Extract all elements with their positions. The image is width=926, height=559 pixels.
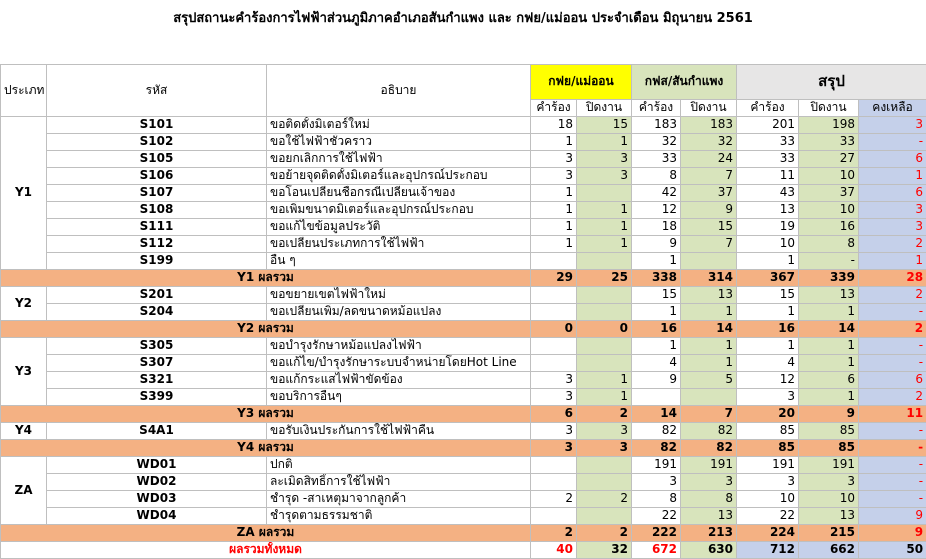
row-summary-done: 3	[799, 473, 859, 490]
row-summary-req: 12	[737, 371, 799, 388]
row-desc: ขอเปลี่ยนเพิ่ม/ลดขนาดหม้อแปลง	[267, 303, 531, 320]
row-summary-done: 37	[799, 184, 859, 201]
subtotal-maeon-done: 3	[577, 439, 632, 456]
row-maeon-done	[577, 303, 632, 320]
subtotal-summary-req: 224	[737, 524, 799, 541]
row-code: WD01	[47, 456, 267, 473]
row-maeon-req: 1	[531, 235, 577, 252]
row-maeon-req: 2	[531, 490, 577, 507]
table-row	[1, 235, 926, 252]
subtotal-sankamphaeng-done: 314	[681, 269, 737, 286]
row-summary-done: 13	[799, 286, 859, 303]
row-summary-done: 1	[799, 354, 859, 371]
row-summary-req: 10	[737, 490, 799, 507]
subtotal-row	[1, 524, 926, 541]
row-sankamphaeng-done: 1	[681, 303, 737, 320]
row-maeon-req	[531, 337, 577, 354]
subtotal-sankamphaeng-req: 222	[632, 524, 681, 541]
row-type: ZA	[1, 456, 47, 524]
row-maeon-done: 1	[577, 388, 632, 405]
row-desc: อื่น ๆ	[267, 252, 531, 269]
subtotal-summary-req: 85	[737, 439, 799, 456]
row-summary-done: 16	[799, 218, 859, 235]
row-maeon-req: 1	[531, 218, 577, 235]
grand-sankamphaeng-done: 630	[681, 541, 737, 558]
row-remain: 6	[859, 184, 926, 201]
row-type: Y3	[1, 337, 47, 405]
row-maeon-done: 1	[577, 371, 632, 388]
row-summary-req: 33	[737, 150, 799, 167]
row-maeon-req: 1	[531, 184, 577, 201]
grand-remain: 50	[859, 541, 926, 558]
subtotal-remain: 28	[859, 269, 926, 286]
row-remain: -	[859, 354, 926, 371]
row-maeon-done: 15	[577, 116, 632, 133]
subtotal-maeon-done: 2	[577, 524, 632, 541]
row-summary-done: 33	[799, 133, 859, 150]
subtotal-sankamphaeng-done: 14	[681, 320, 737, 337]
row-sankamphaeng-req: 8	[632, 167, 681, 184]
row-sankamphaeng-done: 9	[681, 201, 737, 218]
row-maeon-done	[577, 507, 632, 524]
subtotal-sankamphaeng-req: 16	[632, 320, 681, 337]
row-remain: 1	[859, 252, 926, 269]
table-row	[1, 303, 926, 320]
row-sankamphaeng-done: 82	[681, 422, 737, 439]
row-remain: 3	[859, 218, 926, 235]
row-maeon-req	[531, 286, 577, 303]
row-sankamphaeng-req: 9	[632, 235, 681, 252]
row-maeon-req: 3	[531, 371, 577, 388]
row-sankamphaeng-done: 1	[681, 354, 737, 371]
table-row	[1, 473, 926, 490]
header-remain: คงเหลือ	[859, 99, 926, 116]
subtotal-summary-done: 14	[799, 320, 859, 337]
table-row	[1, 422, 926, 439]
row-sankamphaeng-req: 1	[632, 337, 681, 354]
row-summary-req: 1	[737, 252, 799, 269]
row-code: S106	[47, 167, 267, 184]
header-desc: อธิบาย	[267, 64, 531, 116]
row-sankamphaeng-done: 15	[681, 218, 737, 235]
subtotal-remain: 11	[859, 405, 926, 422]
row-summary-req: 85	[737, 422, 799, 439]
subtotal-sankamphaeng-done: 213	[681, 524, 737, 541]
table-row	[1, 337, 926, 354]
subtotal-row	[1, 320, 926, 337]
subtotal-remain: 9	[859, 524, 926, 541]
row-summary-req: 10	[737, 235, 799, 252]
row-maeon-done: 3	[577, 150, 632, 167]
row-maeon-req	[531, 456, 577, 473]
row-desc: ขอเปลี่ยนประเภทการใช้ไฟฟ้า	[267, 235, 531, 252]
header-req-1: คำร้อง	[531, 99, 577, 116]
row-maeon-done: 1	[577, 133, 632, 150]
row-sankamphaeng-done: 5	[681, 371, 737, 388]
row-summary-done: 6	[799, 371, 859, 388]
row-summary-done: 198	[799, 116, 859, 133]
sheet-title: สรุปสถานะคำร้องการไฟฟ้าส่วนภูมิภาคอำเภอสันกำแพง และ กฟย/แม่ออน ประจำเดือน มิถุนายน 2561	[0, 0, 926, 38]
row-desc: ขอยกเลิกการใช้ไฟฟ้า	[267, 150, 531, 167]
subtotal-remain: 2	[859, 320, 926, 337]
row-desc: ขอบริการอื่นๆ	[267, 388, 531, 405]
row-maeon-done: 2	[577, 490, 632, 507]
row-type: Y4	[1, 422, 47, 439]
row-sankamphaeng-done: 3	[681, 473, 737, 490]
row-code: S199	[47, 252, 267, 269]
row-code: S108	[47, 201, 267, 218]
row-code: S305	[47, 337, 267, 354]
subtotal-row	[1, 405, 926, 422]
row-code: S201	[47, 286, 267, 303]
row-code: WD03	[47, 490, 267, 507]
row-remain: -	[859, 456, 926, 473]
row-desc: ขอย้ายจุดติดตั้งมิเตอร์และอุปกรณ์ประกอบ	[267, 167, 531, 184]
row-maeon-done	[577, 337, 632, 354]
subtotal-sankamphaeng-done: 82	[681, 439, 737, 456]
row-sankamphaeng-done	[681, 388, 737, 405]
row-maeon-done	[577, 354, 632, 371]
row-sankamphaeng-req: 33	[632, 150, 681, 167]
row-sankamphaeng-done: 1	[681, 337, 737, 354]
row-summary-req: 33	[737, 133, 799, 150]
subtotal-sankamphaeng-req: 82	[632, 439, 681, 456]
row-sankamphaeng-done: 13	[681, 507, 737, 524]
row-sankamphaeng-req: 12	[632, 201, 681, 218]
row-sankamphaeng-done: 37	[681, 184, 737, 201]
row-maeon-req: 1	[531, 201, 577, 218]
header-group-summary: สรุป	[737, 64, 926, 99]
row-summary-done: -	[799, 252, 859, 269]
header-type: ประเภท	[1, 64, 47, 116]
row-desc: ขอแก้กระแสไฟฟ้าขัดข้อง	[267, 371, 531, 388]
row-type: Y1	[1, 116, 47, 269]
report-table	[0, 50, 926, 559]
row-desc: ปกติ	[267, 456, 531, 473]
row-code: S307	[47, 354, 267, 371]
row-summary-req: 15	[737, 286, 799, 303]
row-maeon-done	[577, 456, 632, 473]
row-remain: -	[859, 473, 926, 490]
subtotal-maeon-done: 0	[577, 320, 632, 337]
row-summary-req: 13	[737, 201, 799, 218]
row-sankamphaeng-req: 42	[632, 184, 681, 201]
table-row	[1, 116, 926, 133]
row-remain: -	[859, 133, 926, 150]
row-remain: 2	[859, 388, 926, 405]
table-row	[1, 201, 926, 218]
row-summary-req: 19	[737, 218, 799, 235]
row-remain: 3	[859, 116, 926, 133]
header-req-3: คำร้อง	[737, 99, 799, 116]
header-group-sankamphaeng: กฟส/สันกำแพง	[632, 64, 737, 99]
row-summary-done: 10	[799, 201, 859, 218]
grand-maeon-done: 32	[577, 541, 632, 558]
subtotal-remain: -	[859, 439, 926, 456]
row-desc: ขอใช้ไฟฟ้าชั่วคราว	[267, 133, 531, 150]
subtotal-maeon-req: 6	[531, 405, 577, 422]
subtotal-sankamphaeng-req: 14	[632, 405, 681, 422]
header-req-2: คำร้อง	[632, 99, 681, 116]
row-sankamphaeng-req: 191	[632, 456, 681, 473]
row-code: WD02	[47, 473, 267, 490]
table-row	[1, 490, 926, 507]
subtotal-summary-done: 85	[799, 439, 859, 456]
table-row	[1, 218, 926, 235]
row-sankamphaeng-req: 22	[632, 507, 681, 524]
subtotal-label: Y3 ผลรวม	[1, 405, 531, 422]
row-maeon-done: 1	[577, 218, 632, 235]
row-maeon-done	[577, 184, 632, 201]
row-sankamphaeng-req: 82	[632, 422, 681, 439]
row-code: S101	[47, 116, 267, 133]
row-summary-req: 3	[737, 388, 799, 405]
table-row	[1, 456, 926, 473]
row-type: Y2	[1, 286, 47, 320]
subtotal-label: Y4 ผลรวม	[1, 439, 531, 456]
table-row	[1, 286, 926, 303]
row-sankamphaeng-req: 1	[632, 252, 681, 269]
row-code: S204	[47, 303, 267, 320]
row-sankamphaeng-done: 7	[681, 167, 737, 184]
row-maeon-req	[531, 507, 577, 524]
table-row	[1, 252, 926, 269]
subtotal-maeon-req: 2	[531, 524, 577, 541]
row-desc: ชำรุด -สาเหตุมาจากลูกค้า	[267, 490, 531, 507]
row-sankamphaeng-req: 18	[632, 218, 681, 235]
grand-summary-req: 712	[737, 541, 799, 558]
row-summary-done: 191	[799, 456, 859, 473]
subtotal-maeon-done: 25	[577, 269, 632, 286]
row-code: S107	[47, 184, 267, 201]
subtotal-summary-req: 20	[737, 405, 799, 422]
row-desc: ขอแก้ไขข้อมูลประวัติ	[267, 218, 531, 235]
subtotal-summary-req: 367	[737, 269, 799, 286]
row-sankamphaeng-req: 3	[632, 473, 681, 490]
subtotal-maeon-req: 29	[531, 269, 577, 286]
table-row	[1, 507, 926, 524]
header-group-maeon: กฟย/แม่ออน	[531, 64, 632, 99]
row-sankamphaeng-done: 8	[681, 490, 737, 507]
table-row	[1, 184, 926, 201]
table-row	[1, 133, 926, 150]
row-summary-req: 1	[737, 337, 799, 354]
row-sankamphaeng-req	[632, 388, 681, 405]
subtotal-label: Y1 ผลรวม	[1, 269, 531, 286]
spacer-row	[1, 50, 926, 64]
row-summary-done: 1	[799, 337, 859, 354]
row-summary-req: 191	[737, 456, 799, 473]
row-sankamphaeng-req: 9	[632, 371, 681, 388]
row-remain: 2	[859, 286, 926, 303]
grand-summary-done: 662	[799, 541, 859, 558]
row-desc: ละเมิดสิทธิ์การใช้ไฟฟ้า	[267, 473, 531, 490]
row-remain: 9	[859, 507, 926, 524]
row-sankamphaeng-done: 191	[681, 456, 737, 473]
row-summary-done: 27	[799, 150, 859, 167]
row-maeon-req: 1	[531, 133, 577, 150]
table-row	[1, 388, 926, 405]
row-maeon-req	[531, 354, 577, 371]
row-sankamphaeng-req: 4	[632, 354, 681, 371]
subtotal-maeon-done: 2	[577, 405, 632, 422]
subtotal-maeon-req: 3	[531, 439, 577, 456]
row-sankamphaeng-done	[681, 252, 737, 269]
row-remain: -	[859, 490, 926, 507]
table-row	[1, 371, 926, 388]
subtotal-row	[1, 439, 926, 456]
header-done-1: ปิดงาน	[577, 99, 632, 116]
row-summary-done: 1	[799, 303, 859, 320]
row-remain: -	[859, 422, 926, 439]
row-desc: ขอแก้ไข/บำรุงรักษาระบบจำหน่ายโดยHot Line	[267, 354, 531, 371]
row-sankamphaeng-done: 13	[681, 286, 737, 303]
row-maeon-done: 3	[577, 422, 632, 439]
row-remain: -	[859, 303, 926, 320]
row-desc: ขอขยายเขตไฟฟ้าใหม่	[267, 286, 531, 303]
row-sankamphaeng-req: 183	[632, 116, 681, 133]
row-summary-req: 43	[737, 184, 799, 201]
row-summary-req: 4	[737, 354, 799, 371]
row-maeon-done: 3	[577, 167, 632, 184]
row-code: S112	[47, 235, 267, 252]
row-sankamphaeng-req: 32	[632, 133, 681, 150]
row-maeon-done	[577, 286, 632, 303]
subtotal-summary-done: 339	[799, 269, 859, 286]
row-remain: -	[859, 337, 926, 354]
row-desc: ชำรุดตามธรรมชาติ	[267, 507, 531, 524]
row-summary-req: 22	[737, 507, 799, 524]
row-maeon-req: 3	[531, 167, 577, 184]
grand-sankamphaeng-req: 672	[632, 541, 681, 558]
row-maeon-req	[531, 473, 577, 490]
row-maeon-done: 1	[577, 235, 632, 252]
grand-maeon-req: 40	[531, 541, 577, 558]
row-summary-done: 10	[799, 167, 859, 184]
row-remain: 6	[859, 371, 926, 388]
row-summary-req: 3	[737, 473, 799, 490]
row-sankamphaeng-done: 24	[681, 150, 737, 167]
subtotal-maeon-req: 0	[531, 320, 577, 337]
row-maeon-req: 3	[531, 388, 577, 405]
row-summary-req: 1	[737, 303, 799, 320]
row-maeon-req: 3	[531, 422, 577, 439]
subtotal-summary-done: 9	[799, 405, 859, 422]
row-summary-req: 201	[737, 116, 799, 133]
table-row	[1, 354, 926, 371]
subtotal-sankamphaeng-req: 338	[632, 269, 681, 286]
row-desc: ขอบำรุงรักษาหม้อแปลงไฟฟ้า	[267, 337, 531, 354]
row-code: S321	[47, 371, 267, 388]
row-code: S105	[47, 150, 267, 167]
row-sankamphaeng-done: 183	[681, 116, 737, 133]
subtotal-label: Y2 ผลรวม	[1, 320, 531, 337]
subtotal-sankamphaeng-done: 7	[681, 405, 737, 422]
row-sankamphaeng-done: 32	[681, 133, 737, 150]
header-done-2: ปิดงาน	[681, 99, 737, 116]
row-code: S111	[47, 218, 267, 235]
row-maeon-done	[577, 473, 632, 490]
row-sankamphaeng-done: 7	[681, 235, 737, 252]
row-summary-done: 8	[799, 235, 859, 252]
row-desc: ขอรับเงินประกันการใช้ไฟฟ้าคืน	[267, 422, 531, 439]
table-row	[1, 167, 926, 184]
row-code: S4A1	[47, 422, 267, 439]
row-remain: 3	[859, 201, 926, 218]
row-maeon-done	[577, 252, 632, 269]
row-maeon-req	[531, 252, 577, 269]
header-done-3: ปิดงาน	[799, 99, 859, 116]
subtotal-row	[1, 269, 926, 286]
row-code: S399	[47, 388, 267, 405]
grand-total-label: ผลรวมทั้งหมด	[1, 541, 531, 558]
row-summary-req: 11	[737, 167, 799, 184]
row-desc: ขอติดตั้งมิเตอร์ใหม่	[267, 116, 531, 133]
row-remain: 2	[859, 235, 926, 252]
row-desc: ขอโอนเปลี่ยนชื่อกรณีเปลี่ยนเจ้าของ	[267, 184, 531, 201]
row-maeon-req: 3	[531, 150, 577, 167]
row-code: S102	[47, 133, 267, 150]
row-remain: 6	[859, 150, 926, 167]
row-remain: 1	[859, 167, 926, 184]
subtotal-summary-done: 215	[799, 524, 859, 541]
row-code: WD04	[47, 507, 267, 524]
row-maeon-req	[531, 303, 577, 320]
header-code: รหัส	[47, 64, 267, 116]
row-sankamphaeng-req: 1	[632, 303, 681, 320]
subtotal-label: ZA ผลรวม	[1, 524, 531, 541]
row-sankamphaeng-req: 8	[632, 490, 681, 507]
row-summary-done: 85	[799, 422, 859, 439]
row-summary-done: 13	[799, 507, 859, 524]
row-summary-done: 10	[799, 490, 859, 507]
row-maeon-req: 18	[531, 116, 577, 133]
row-maeon-done: 1	[577, 201, 632, 218]
row-desc: ขอเพิ่มขนาดมิเตอร์และอุปกรณ์ประกอบ	[267, 201, 531, 218]
subtotal-summary-req: 16	[737, 320, 799, 337]
row-summary-done: 1	[799, 388, 859, 405]
table-row	[1, 150, 926, 167]
row-sankamphaeng-req: 15	[632, 286, 681, 303]
